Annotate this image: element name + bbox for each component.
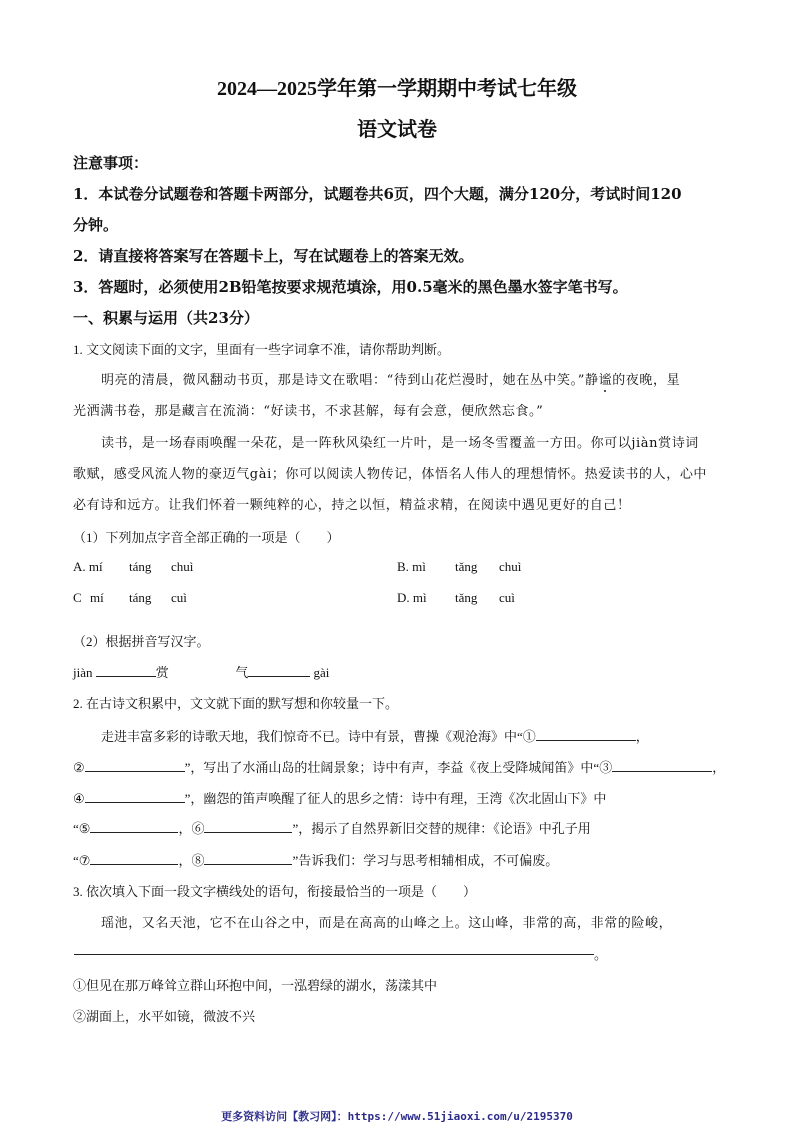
q2-l2-num: ② <box>73 760 85 775</box>
q2-line-2 <box>73 757 725 776</box>
notice-item-2: 2．请直接将答案写在答题卡上，写在试题卷上的答案无效。 <box>73 247 474 265</box>
notice-item-1: 1．本试卷分试题卷和答题卡两部分，试题卷共6页，四个大题，满分120分，考试时间120 <box>73 185 682 203</box>
option-d-label: D. mì <box>397 590 427 605</box>
option-c-pinyin-3: cuì <box>171 590 187 605</box>
q1-passage-line-4: 歌赋，感受风流人物的豪迈气gài；你可以阅读人物传记，体悟名人伟人的理想情怀。热爱读书的人，心中 <box>73 467 708 482</box>
q2-l3-num: ④ <box>73 791 85 806</box>
answer-blank-6[interactable] <box>204 818 292 833</box>
option-c[interactable] <box>73 590 187 606</box>
option-a-pinyin-2: táng <box>129 559 152 574</box>
answer-blank-7[interactable] <box>90 850 178 865</box>
option-c-label: C <box>73 590 82 605</box>
q2-stem: 2. 在古诗文积累中，文文就下面的默写想和你较量一下。 <box>73 696 399 711</box>
q2-line-4 <box>73 818 591 837</box>
q1-stem: 1. 文文阅读下面的文字，里面有一些字词拿不准，请你帮助判断。 <box>73 342 451 357</box>
q3-blank-period: 。 <box>594 948 608 963</box>
notice-item-1-cont: 分钟。 <box>73 216 119 234</box>
q2-l4-num-6: ，⑥ <box>178 821 205 836</box>
option-d-pinyin-2: tǎng <box>455 590 478 605</box>
option-a-label: A. mí <box>73 559 103 574</box>
exam-subtitle: 语文试卷 <box>357 119 437 141</box>
fill-char-qi: 气 <box>235 665 249 680</box>
option-b-pinyin-3: chuì <box>499 559 522 574</box>
q1-passage-line-1 <box>101 369 680 388</box>
q2-line-1 <box>101 726 649 745</box>
option-b-pinyin-2: tǎng <box>455 559 478 574</box>
option-a-pinyin-3: chuì <box>171 559 194 574</box>
q3-stem: 3. 依次填入下面一段文字横线处的语句，衔接最恰当的一项是（ ） <box>73 884 477 899</box>
q1-passage-line-3: 读书，是一场春雨唤醒一朵花，是一阵秋风染红一片叶，是一场冬雪覆盖一方田。你可以jiàn赏诗词 <box>101 436 699 451</box>
exam-title: 2024—2025学年第一学期期中考试七年级 <box>217 78 577 100</box>
q3-answer-blank[interactable] <box>74 954 594 955</box>
q2-l2-text: ”，写出了水涌山岛的壮阔景象；诗中有声，李益《夜上受降城闻笛》中“③ <box>184 760 613 775</box>
option-b-label: B. mì <box>397 559 426 574</box>
footer-link[interactable]: 更多资料访问【教习网】：https://www.51jiaoxi.com/u/2195370 <box>221 1110 573 1123</box>
q2-l1-text: 走进丰富多彩的诗歌天地，我们惊奇不已。诗中有景，曹操《观沧海》中“① <box>101 729 536 744</box>
notice-heading: 注意事项： <box>73 154 149 172</box>
q2-l1-end: ， <box>635 729 649 744</box>
answer-blank-gai[interactable] <box>248 662 310 677</box>
answer-blank-2[interactable] <box>85 757 185 772</box>
q2-l5-text: ”告诉我们：学习与思考相辅相成，不可偏废。 <box>292 853 559 868</box>
q2-line-5 <box>73 850 558 869</box>
option-c-pinyin-2: táng <box>129 590 152 605</box>
answer-blank-4[interactable] <box>85 788 185 803</box>
option-d-pinyin-3: cuì <box>499 590 515 605</box>
q2-l4-num-5: “⑤ <box>73 821 91 836</box>
answer-blank-8[interactable] <box>204 850 292 865</box>
section-1-heading: 一、积累与运用（共23分） <box>73 309 259 327</box>
q2-l3-text: ”，幽怨的笛声唤醒了征人的思乡之情：诗中有理，王湾《次北固山下》中 <box>184 791 607 806</box>
option-a[interactable] <box>73 559 193 575</box>
fill-char-shang: 赏 <box>155 665 169 680</box>
notice-item-3: 3．答题时，必须使用2B铅笔按要求规范填涂，用0.5毫米的黑色墨水签字笔书写。 <box>73 278 628 296</box>
fill-blank-row <box>73 662 329 681</box>
q1-passage-line-2: 光洒满书卷，那是藏言在流淌：“好读书，不求甚解，每有会意，便欣然忘食。” <box>73 404 544 419</box>
answer-blank-3[interactable] <box>612 757 712 772</box>
answer-blank-5[interactable] <box>90 818 178 833</box>
q1-p1-text-b: 的夜晚，星 <box>612 373 681 388</box>
option-b[interactable] <box>397 559 521 575</box>
q1-sub-2: （2）根据拼音写汉字。 <box>73 634 210 649</box>
answer-blank-1[interactable] <box>536 726 636 741</box>
option-d[interactable] <box>397 590 515 606</box>
q2-l4-text: ”，揭示了自然界新旧交替的规律：《论语》中孔子用 <box>292 821 591 836</box>
pinyin-jian: jiàn <box>73 665 93 680</box>
q2-l2-end: ， <box>712 760 726 775</box>
q3-option-2: ②湖面上，水平如镜，微波不兴 <box>73 1009 256 1024</box>
q1-passage-line-5: 必有诗和远方。让我们怀着一颗纯粹的心，持之以恒，精益求精，在阅读中遇见更好的自己！ <box>73 498 631 513</box>
pinyin-gai: gài <box>313 665 330 680</box>
q3-passage: 瑶池，又名天池，它不在山谷之中，而是在高高的山峰之上。这山峰，非常的高，非常的险峻， <box>101 916 673 931</box>
option-c-pinyin-1: mí <box>90 590 104 605</box>
q2-line-3 <box>73 788 606 807</box>
q3-option-1: ①但见在那万峰耸立群山环抱中间，一泓碧绿的湖水，荡漾其中 <box>73 978 438 993</box>
q1-sub-1: （1）下列加点字音全部正确的一项是（ ） <box>73 530 340 545</box>
q1-p1-text-a: 明亮的清晨，微风翻动书页，那是诗文在歌唱：“待到山花烂漫时，她在丛中笑。”静 <box>101 373 599 388</box>
q2-l5-num-7: “⑦ <box>73 853 91 868</box>
answer-blank-jian[interactable] <box>96 662 156 677</box>
dotted-char: 谧 <box>598 373 613 388</box>
q2-l5-num-8: ，⑧ <box>178 853 205 868</box>
